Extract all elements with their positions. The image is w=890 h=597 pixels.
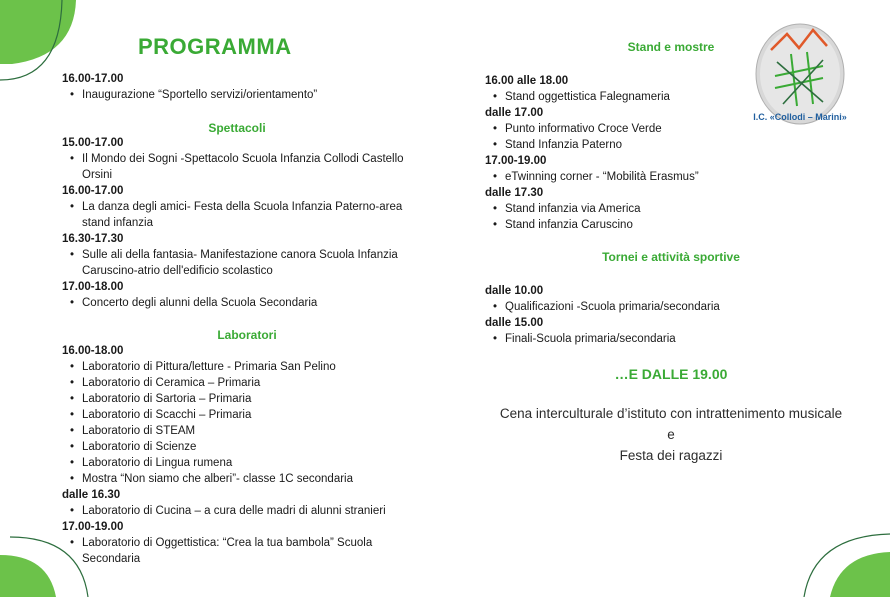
time-label: 16.00-17.00: [62, 73, 124, 85]
laboratori-list: [62, 343, 422, 567]
list-item: • Laboratorio di Ceramica – Primaria: [82, 375, 422, 391]
school-logo: [753, 16, 847, 128]
stand-list: [485, 73, 745, 233]
time-label: dalle 17.00: [485, 107, 544, 119]
time-label: dalle 15.00: [485, 317, 544, 329]
tornei-list: [485, 283, 785, 347]
closing-line-2: e: [667, 427, 675, 442]
time-label: 16.00 alle 18.00: [485, 75, 569, 87]
time-label: 16.00-17.00: [62, 185, 124, 197]
time-label: dalle 10.00: [485, 285, 544, 297]
list-item: • Laboratorio di Oggettistica: “Crea la tua bambola” Scuola Secondaria: [82, 535, 422, 567]
list-item: • Concerto degli alunni della Scuola Secondaria: [82, 295, 412, 311]
list-item: • Laboratorio di Sartoria – Primaria: [82, 391, 422, 407]
list-item: • Stand infanzia Caruscino: [505, 217, 745, 233]
section-heading-stand: Stand e mostre: [627, 40, 715, 54]
list-item: • Laboratorio di Cucina – a cura delle madri di alunni stranieri: [82, 503, 422, 519]
list-item: • La danza degli amici- Festa della Scuola Infanzia Paterno-area stand infanzia: [82, 199, 412, 231]
time-label: dalle 16.30: [62, 489, 121, 501]
time-label: 15.00-17.00: [62, 137, 124, 149]
list-item: • Laboratorio di Scacchi – Primaria: [82, 407, 422, 423]
list-item: • eTwinning corner - “Mobilità Erasmus”: [505, 169, 745, 185]
section-heading-tornei: Tornei e attività sportive: [602, 250, 740, 264]
list-item: • Laboratorio di STEAM: [82, 423, 422, 439]
opening-block: [62, 71, 412, 103]
list-item: • Laboratorio di Scienze: [82, 439, 422, 455]
closing-line-3: Festa dei ragazzi: [619, 448, 723, 463]
closing-line-1: Cena interculturale d’istituto con intrattenimento musicale: [499, 406, 843, 421]
list-item: • Punto informativo Croce Verde: [505, 121, 745, 137]
list-item: • Laboratorio di Pittura/letture - Primaria San Pelino: [82, 359, 422, 375]
list-item: • Sulle ali della fantasia- Manifestazione canora Scuola Infanzia Caruscino-atrio dell'edificio scolastico: [82, 247, 412, 279]
section-heading-laboratori: Laboratori: [217, 328, 277, 342]
list-item: • Mostra “Non siamo che alberi”- classe 1C secondaria: [82, 471, 422, 487]
time-label: 16.30-17.30: [62, 233, 124, 245]
list-item: • Il Mondo dei Sogni -Spettacolo Scuola Infanzia Collodi Castello Orsini: [82, 151, 412, 183]
list-item: • Stand infanzia via America: [505, 201, 745, 217]
list-item: • Stand Infanzia Paterno: [505, 137, 745, 153]
time-label: 17.00-19.00: [485, 155, 547, 167]
spettacoli-list: [62, 135, 412, 311]
list-item: • Inaugurazione “Sportello servizi/orientamento”: [82, 87, 412, 103]
evening-heading: …E DALLE 19.00: [614, 366, 728, 382]
time-label: 17.00-19.00: [62, 521, 124, 533]
time-label: 17.00-18.00: [62, 281, 124, 293]
section-heading-spettacoli: Spettacoli: [208, 121, 266, 135]
time-label: 16.00-18.00: [62, 345, 124, 357]
corner-decoration-top-left: [0, 0, 78, 82]
evening-description: [485, 403, 857, 466]
time-label: dalle 17.30: [485, 187, 544, 199]
list-item: • Stand oggettistica Falegnameria: [505, 89, 745, 105]
logo-text: I.C. «Collodi – Marini»: [753, 112, 847, 122]
corner-decoration-bottom-right: [800, 532, 890, 597]
list-item: • Laboratorio di Lingua rumena: [82, 455, 422, 471]
list-item: • Qualificazioni -Scuola primaria/secondaria: [505, 299, 785, 315]
page-title: PROGRAMMA: [138, 34, 292, 59]
list-item: • Finali-Scuola primaria/secondaria: [505, 331, 785, 347]
